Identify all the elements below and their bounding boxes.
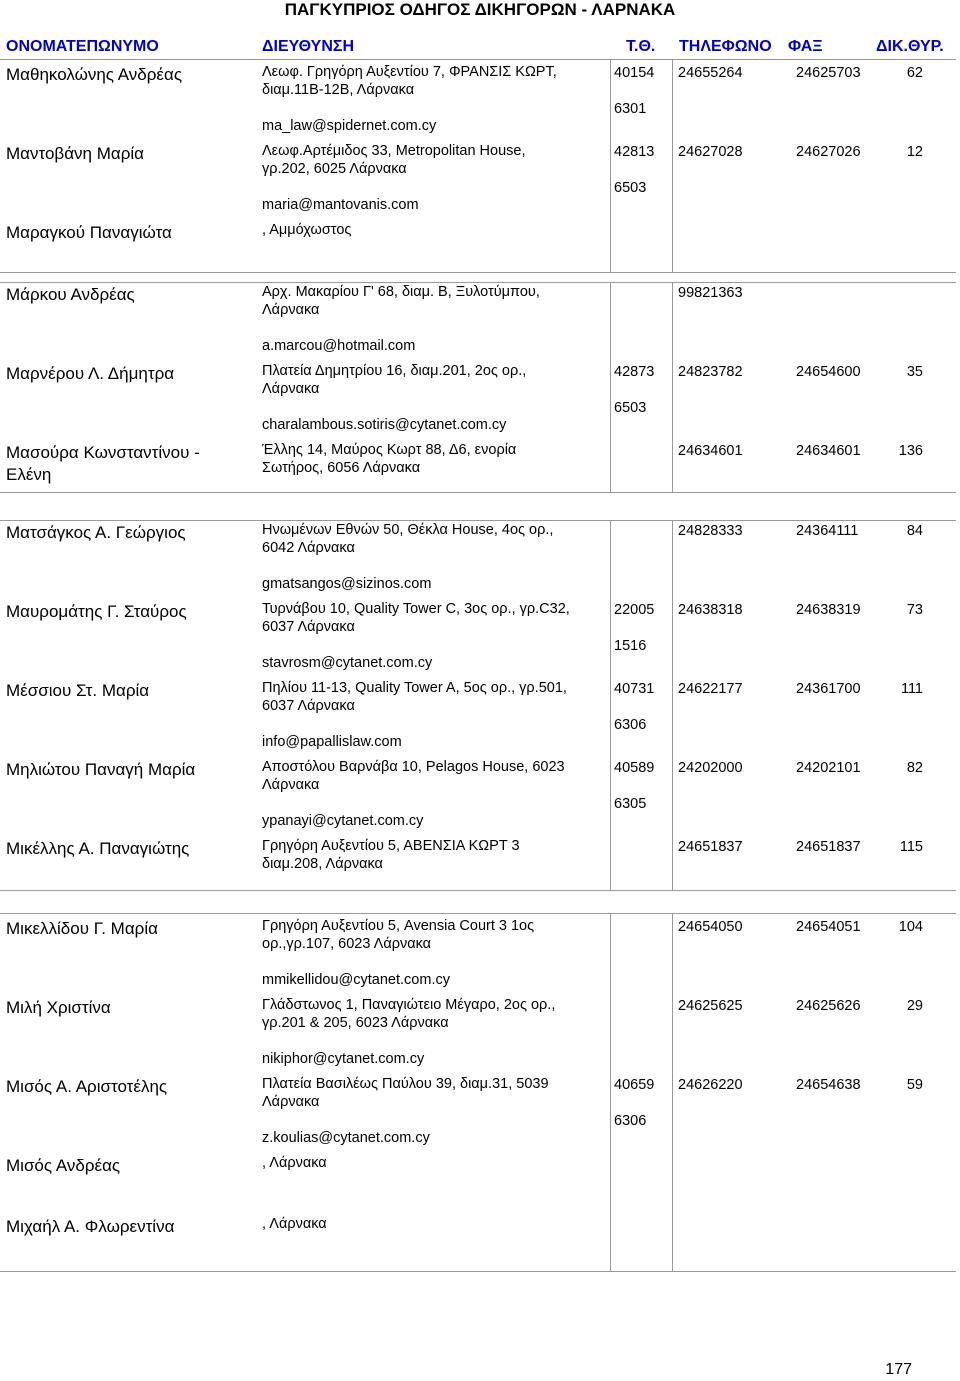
lawyer-name: Μαρνέρου Λ. Δήμητρα [6,364,175,383]
lawyer-name: Ματσάγκος Α. Γεώργιος [6,523,186,542]
court-box: 73 [906,602,923,618]
address-line: Τυρνάβου 10, Quality Tower C, 3ος ορ., γρ.C32, [262,601,570,617]
lawyer-name: Μιχαήλ Α. Φλωρεντίνα [6,1217,175,1236]
email-address: charalambous.sotiris@cytanet.com.cy [262,417,507,433]
email-address: info@papallislaw.com [262,734,402,750]
column-divider [610,913,611,1271]
fax-number: 24654051 [796,919,861,935]
address-line: γρ.201 & 205, 6023 Λάρνακα [262,1015,449,1031]
block-divider [0,890,956,891]
po-box-code: 6503 [614,180,647,196]
email-address: z.koulias@cytanet.com.cy [262,1130,430,1146]
fax-number: 24364111 [796,523,859,539]
address-line: Λάρνακα [262,777,320,793]
table-header [0,38,960,58]
po-box: 42873 [614,364,655,380]
column-divider [610,59,611,272]
column-divider [610,282,611,492]
court-box: 59 [906,1077,923,1093]
block-divider [0,272,956,273]
phone-number: 24625625 [678,998,743,1014]
po-box: 40659 [614,1077,655,1093]
header-name: ΟΝΟΜΑΤΕΠΩΝΥΜΟ [6,38,159,55]
address-line: , Λάρνακα [262,1155,327,1171]
fax-number: 24634601 [796,443,861,459]
po-box: 40154 [614,65,655,81]
po-box: 40589 [614,760,655,776]
address-line: Πλατεία Δημητρίου 16, διαμ.201, 2ος ορ., [262,363,527,379]
address-line: Λάρνακα [262,381,320,397]
phone-number: 24626220 [678,1077,743,1093]
header-phone: ΤΗΛΕΦΩΝΟ [679,38,772,55]
lawyer-name: Μαραγκού Παναγιώτα [6,223,172,242]
court-box: 12 [906,144,923,160]
address-line: Λάρνακα [262,1094,320,1110]
email-address: ma_law@spidernet.com.cy [262,118,437,134]
court-box: 104 [898,919,923,935]
header-po: Τ.Θ. [626,38,656,55]
address-line: Ηνωμένων Εθνών 50, Θέκλα House, 4ος ορ., [262,522,554,538]
address-line: 6037 Λάρνακα [262,698,355,714]
column-divider [672,913,673,1271]
column-divider [672,282,673,492]
column-divider [610,520,611,890]
phone-number: 24634601 [678,443,743,459]
lawyer-name: Μισός Α. Αριστοτέλης [6,1077,168,1096]
lawyer-name: Μισός Ανδρέας [6,1156,121,1175]
address-line: Λεωφ.Αρτέμιδος 33, Metropolitan House, [262,143,526,159]
address-line: γρ.202, 6025 Λάρνακα [262,161,407,177]
address-line: 6042 Λάρνακα [262,540,355,556]
page-number: 177 [885,1361,912,1378]
po-box-code: 6306 [614,717,647,733]
lawyer-name: Μαντοβάνη Μαρία [6,144,144,163]
page-title: ΠΑΓΚΥΠΡΙΟΣ ΟΔΗΓΟΣ ΔΙΚΗΓΟΡΩΝ - ΛΑΡΝΑΚΑ [284,0,676,19]
address-line: Αποστόλου Βαρνάβα 10, Pelagos House, 6023 [262,759,565,775]
phone-number: 24202000 [678,760,743,776]
phone-number: 24651837 [678,839,743,855]
court-box: 29 [906,998,923,1014]
address-line: ορ.,γρ.107, 6023 Λάρνακα [262,936,432,952]
po-box-code: 6306 [614,1113,647,1129]
lawyer-name: Μάρκου Ανδρέας [6,285,135,304]
fax-number: 24625626 [796,998,861,1014]
phone-number: 99821363 [678,285,743,301]
address-line: Γρηγόρη Αυξεντίου 5, ΑΒΕΝΣΙΑ ΚΩΡΤ 3 [262,838,520,854]
address-line: 6037 Λάρνακα [262,619,355,635]
lawyer-name: Μιλή Χριστίνα [6,998,111,1017]
email-address: gmatsangos@sizinos.com [262,576,432,592]
header-divider [0,59,956,60]
lawyer-name: Μασούρα Κωνσταντίνου - [6,443,200,462]
address-line: Αρχ. Μακαρίου Γ' 68, διαμ. Β, Ξυλοτύμπου, [262,284,540,300]
address-line: Γρηγόρη Αυξεντίου 5, Avensia Court 3 1ος [262,918,535,934]
court-box: 62 [906,65,923,81]
fax-number: 24202101 [796,760,861,776]
court-box: 136 [898,443,923,459]
email-address: stavrosm@cytanet.com.cy [262,655,433,671]
address-line: Γλάδστωνος 1, Παναγιώτειο Μέγαρο, 2ος ορ., [262,997,556,1013]
column-divider [672,59,673,272]
fax-number: 24654638 [796,1077,861,1093]
fax-number: 24651837 [796,839,861,855]
address-line: , Λάρνακα [262,1216,327,1232]
address-line: διαμ.208, Λάρνακα [262,856,383,872]
email-address: mmikellidou@cytanet.com.cy [262,972,450,988]
fax-number: 24627026 [796,144,861,160]
email-address: a.marcou@hotmail.com [262,338,416,354]
address-line: Πηλίου 11-13, Quality Tower A, 5ος ορ., γρ.501, [262,680,567,696]
lawyer-name: Μικελλίδου Γ. Μαρία [6,919,158,938]
phone-number: 24654050 [678,919,743,935]
lawyer-name: Μηλιώτου Παναγή Μαρία [6,760,196,779]
court-box: 82 [906,760,923,776]
address-line: Πλατεία Βασιλέως Παύλου 39, διαμ.31, 5039 [262,1076,549,1092]
header-address: ΔΙΕΥΘΥΝΣΗ [262,38,355,55]
address-line: Λάρνακα [262,302,320,318]
po-box-code: 1516 [614,638,647,654]
lawyer-name: Μέσσιου Στ. Μαρία [6,681,150,700]
fax-number: 24638319 [796,602,861,618]
address-line: διαμ.11Β-12Β, Λάρνακα [262,82,415,98]
phone-number: 24622177 [678,681,743,697]
header-fax: ΦΑΞ [788,38,823,55]
fax-number: 24361700 [796,681,861,697]
court-box: 111 [900,681,923,697]
address-line: Έλλης 14, Μαύρος Κωρτ 88, Δ6, ενορία [262,442,517,458]
court-box: 35 [906,364,923,380]
lawyer-name: Μαθηκολώνης Ανδρέας [6,65,183,84]
po-box: 42813 [614,144,655,160]
email-address: maria@mantovanis.com [262,197,419,213]
lawyer-name: Μαυρομάτης Γ. Σταύρος [6,602,187,621]
email-address: ypanayi@cytanet.com.cy [262,813,424,829]
lawyer-name-cont: Ελένη [6,465,52,484]
po-box-code: 6305 [614,796,647,812]
header-dik: ΔΙΚ.ΘΥΡ. [876,38,944,55]
phone-number: 24638318 [678,602,743,618]
po-box-code: 6301 [614,101,647,117]
po-box: 40731 [614,681,655,697]
block-divider [0,1271,956,1272]
block-divider [0,913,956,914]
po-box-code: 6503 [614,400,647,416]
court-box: 115 [899,839,923,855]
phone-number: 24627028 [678,144,743,160]
fax-number: 24654600 [796,364,861,380]
address-line: Σωτήρος, 6056 Λάρνακα [262,460,421,476]
phone-number: 24655264 [678,65,743,81]
address-line: , Αμμόχωστος [262,222,352,238]
phone-number: 24828333 [678,523,743,539]
po-box: 22005 [614,602,655,618]
fax-number: 24625703 [796,65,861,81]
court-box: 84 [906,523,923,539]
phone-number: 24823782 [678,364,743,380]
email-address: nikiphor@cytanet.com.cy [262,1051,425,1067]
block-divider [0,492,956,493]
address-line: Λεωφ. Γρηγόρη Αυξεντίου 7, ΦΡΑΝΣΙΣ ΚΩΡΤ, [262,64,557,80]
column-divider [672,520,673,890]
lawyer-name: Μικέλλης Α. Παναγιώτης [6,839,190,858]
